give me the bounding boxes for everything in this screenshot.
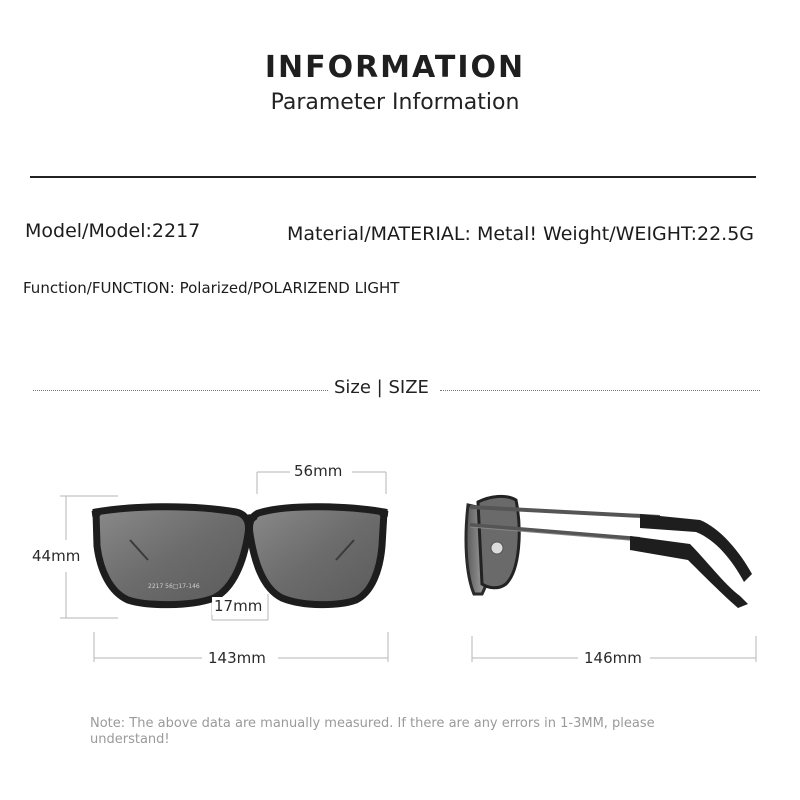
material-weight-spec: Material/MATERIAL: Metal! Weight/WEIGHT:22.5G	[287, 223, 755, 245]
model-spec: Model/Model:2217	[25, 220, 201, 242]
size-section-label: Size | SIZE	[334, 377, 429, 398]
measurement-note: Note: The above data are manually measured. If there are any errors in 1-3MM, please understand!	[90, 716, 655, 747]
lens-width-label: 56mm	[294, 462, 343, 480]
temple-length-label: 146mm	[584, 649, 642, 667]
bridge-width-label: 17mm	[214, 597, 263, 615]
frame-width-label: 143mm	[208, 649, 266, 667]
front-glasses	[92, 507, 388, 605]
function-spec: Function/FUNCTION: Polarized/POLARIZEND LIGHT	[23, 279, 400, 297]
lens-print: 2217 56□17-146	[148, 583, 200, 590]
page-title: INFORMATION	[264, 50, 526, 85]
side-glasses	[466, 496, 752, 608]
page-subtitle: Parameter Information	[270, 90, 520, 115]
lens-height-label: 44mm	[32, 547, 81, 565]
